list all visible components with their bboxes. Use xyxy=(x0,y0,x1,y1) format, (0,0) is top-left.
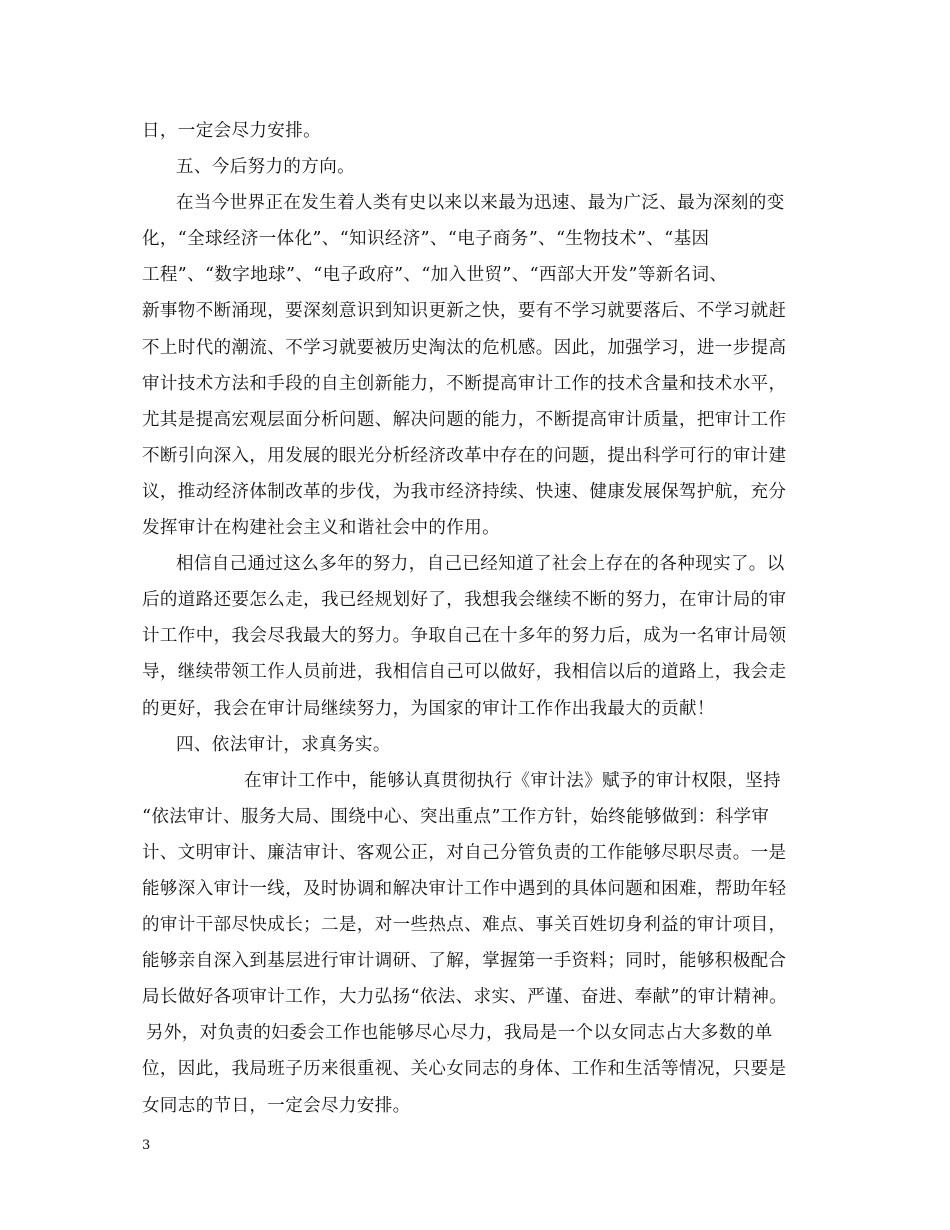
text-line: 的审计干部尽快成长；二是，对一些热点、难点、事关百姓切身利益的审计项目， xyxy=(142,915,787,936)
text-line: 不上时代的潮流、不学习就要被历史淘汰的危机感。因此，加强学习，进一步提高 xyxy=(142,337,787,358)
text-line: 在当今世界正在发生着人类有史以来以来最为迅速、最为广泛、最为深刻的变 xyxy=(176,193,785,214)
text-line: 工程”、“数字地球”、“电子政府”、“加入世贸”、“西部大开发”等新名词、 xyxy=(142,265,728,286)
text-line: 能够亲自深入到基层进行审计调研、了解，掌握第一手资料；同时，能够积极配合 xyxy=(142,951,787,972)
text-line: 女同志的节日，一定会尽力安排。 xyxy=(142,1095,411,1116)
text-line: 相信自己通过这么多年的努力，自己已经知道了社会上存在的各种现实了。以 xyxy=(176,554,785,575)
text-line: 的更好，我会在审计局继续努力，为国家的审计工作作出我最大的贡献！ xyxy=(142,698,715,719)
text-line: 五、今后努力的方向。 xyxy=(176,157,355,178)
text-line: 能够深入审计一线，及时协调和解决审计工作中遇到的具体问题和困难，帮助年轻 xyxy=(142,878,787,899)
text-line: “依法审计、服务大局、围绕中心、突出重点”工作方针，始终能够做到：科学审 xyxy=(142,806,770,827)
text-line: 审计技术方法和手段的自主创新能力，不断提高审计工作的技术含量和技术水平， xyxy=(142,373,787,394)
body-text xyxy=(142,113,822,1124)
text-line: 计工作中，我会尽我最大的努力。争取自己在十多年的努力后，成为一名审计局领 xyxy=(142,626,787,647)
text-line: 日，一定会尽力安排。 xyxy=(142,121,321,141)
text-line: 位，因此，我局班子历来很重视、关心女同志的身体、工作和生活等情况，只要是 xyxy=(142,1059,787,1080)
page-number: 3 xyxy=(142,1138,151,1153)
text-line: 发挥审计在构建社会主义和谐社会中的作用。 xyxy=(142,518,500,539)
text-line: 后的道路还要怎么走，我已经规划好了，我想我会继续不断的努力，在审计局的审 xyxy=(142,590,787,611)
text-line: 四、依法审计，求真务实。 xyxy=(176,734,391,755)
text-line: 议，推动经济体制改革的步伐，为我市经济持续、快速、健康发展保驾护航，充分 xyxy=(142,481,787,502)
text-line: 计、文明审计、廉洁审计、客观公正，对自己分管负责的工作能够尽职尽责。一是 xyxy=(142,842,787,863)
text-line: 尤其是提高宏观层面分析问题、解决问题的能力，不断提高审计质量，把审计工作 xyxy=(142,409,787,430)
text-line: 导，继续带领工作人员前进，我相信自己可以做好，我相信以后的道路上，我会走 xyxy=(142,662,787,683)
text-line: 在审计工作中，能够认真贯彻执行《审计法》赋予的审计权限，坚持 xyxy=(244,770,781,791)
text-line: 新事物不断涌现，要深刻意识到知识更新之快，要有不学习就要落后、不学习就赶 xyxy=(142,301,787,322)
text-line: 化，“全球经济一体化”、“知识经济”、“电子商务”、“生物技术”、“基因 xyxy=(142,229,710,250)
text-line: 不断引向深入，用发展的眼光分析经济改革中存在的问题，提出科学可行的审计建 xyxy=(142,445,787,466)
text-line: 局长做好各项审计工作，大力弘扬“依法、求实、严谨、奋进、奉献”的审计精神。 xyxy=(142,987,788,1008)
text-line: 另外，对负责的妇委会工作也能够尽心尽力，我局是一个以女同志占大多数的单 xyxy=(146,1023,773,1044)
